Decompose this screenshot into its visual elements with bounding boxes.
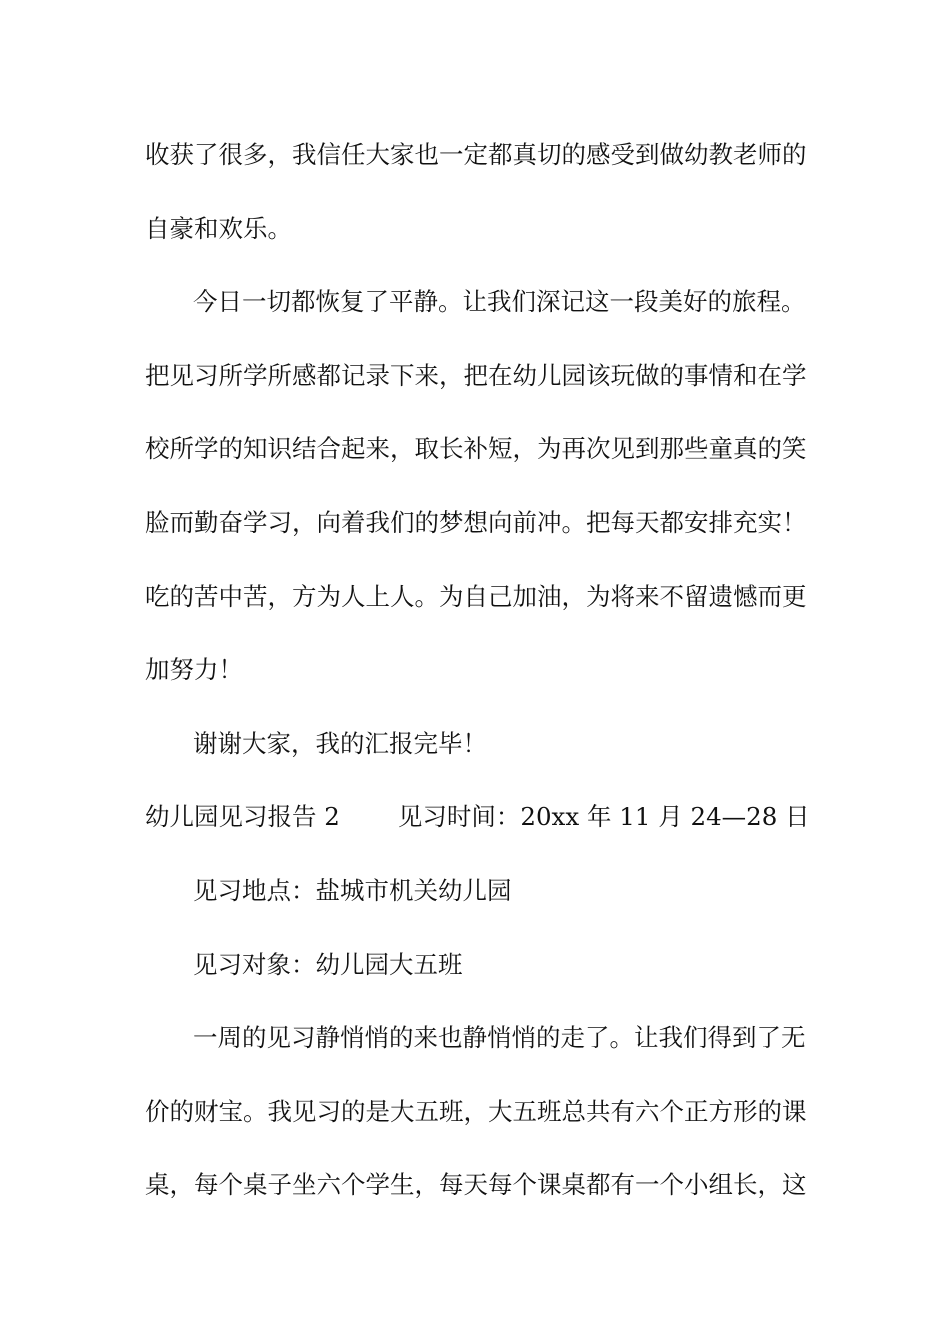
- text-line: 谢谢大家，我的汇报完毕！: [193, 728, 487, 758]
- text-line: 校所学的知识结合起来，取长补短，为再次见到那些童真的笑: [145, 434, 807, 464]
- text-line: 吃的苦中苦，方为人上人。为自己加油，为将来不留遗憾而更: [145, 581, 807, 611]
- text-line: 加努力！: [145, 655, 243, 685]
- text-line: 自豪和欢乐。: [145, 213, 292, 243]
- text-line: 脸而勤奋学习，向着我们的梦想向前冲。把每天都安排充实！: [145, 507, 807, 537]
- report-time: 见习时间：20xx 年 11 月 24—28 日: [397, 802, 810, 832]
- text-line: 把见习所学所感都记录下来，把在幼儿园该玩做的事情和在学: [145, 360, 807, 390]
- report-location: 见习地点：盐城市机关幼儿园: [193, 875, 512, 905]
- report-heading-line: [145, 780, 815, 854]
- report-title: 幼儿园见习报告 2: [145, 802, 340, 832]
- document-body: [145, 118, 815, 1222]
- text-line: 一周的见习静悄悄的来也静悄悄的走了。让我们得到了无: [193, 1023, 806, 1053]
- text-line: 收获了很多，我信任大家也一定都真切的感受到做幼教老师的: [145, 140, 807, 169]
- text-line: 今日一切都恢复了平静。让我们深记这一段美好的旅程。: [193, 287, 806, 317]
- text-line: 价的财宝。我见习的是大五班，大五班总共有六个正方形的课: [145, 1096, 807, 1126]
- text-line: 桌，每个桌子坐六个学生，每天每个课桌都有一个小组长，这: [145, 1170, 807, 1200]
- report-subject: 见习对象：幼儿园大五班: [193, 949, 463, 979]
